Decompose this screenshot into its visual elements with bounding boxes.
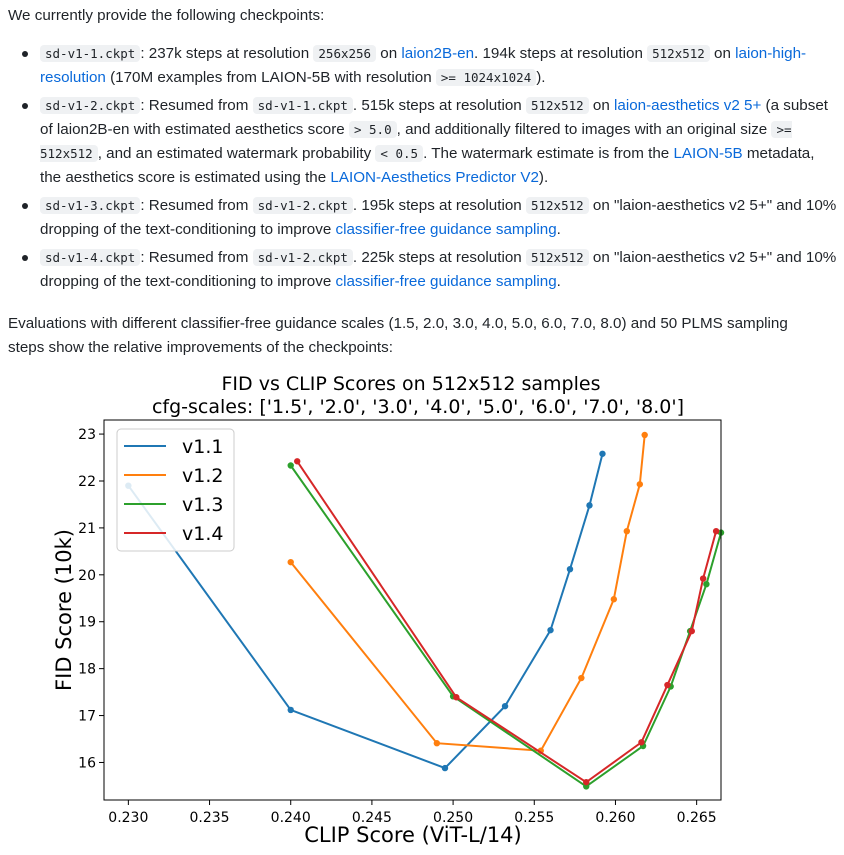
x-tick-label: 0.235 — [189, 810, 230, 826]
checkpoint-name: sd-v1-3.ckpt — [40, 197, 140, 214]
data-point-v1.4 — [583, 779, 589, 785]
inline-code: 512x512 — [526, 197, 589, 214]
text: ). — [536, 69, 546, 86]
data-point-v1.4 — [689, 628, 695, 634]
text: : Resumed from — [140, 249, 253, 266]
y-tick-label: 18 — [78, 661, 96, 678]
text: , and an estimated watermark probability — [97, 145, 376, 162]
checkpoint-list — [8, 42, 838, 298]
list-item — [8, 194, 838, 242]
data-point-v1.1 — [567, 566, 573, 572]
checkpoint-name: sd-v1-2.ckpt — [40, 97, 140, 114]
inline-code: >= 1024x1024 — [436, 69, 536, 86]
data-point-v1.3 — [703, 581, 709, 587]
y-tick-label: 23 — [78, 427, 96, 444]
text: (170M examples from LAION-5B with resolution — [105, 69, 436, 86]
text: on — [376, 45, 402, 62]
data-point-v1.3 — [288, 462, 294, 468]
y-tick-label: 19 — [78, 614, 96, 631]
link-aesthetics-predictor[interactable]: LAION-Aesthetics Predictor V2 — [330, 169, 539, 186]
bullet-icon — [22, 103, 28, 109]
data-point-v1.4 — [713, 528, 719, 534]
data-point-v1.1 — [288, 707, 294, 713]
bullet-icon — [22, 255, 28, 261]
list-item — [8, 94, 838, 190]
y-tick-label: 21 — [78, 520, 96, 537]
y-axis-label: FID Score (10k) — [52, 529, 76, 691]
inline-code: 512x512 — [526, 97, 589, 114]
text: . The watermark estimate is from the — [423, 145, 674, 162]
text: . 195k steps at resolution — [352, 197, 526, 214]
data-point-v1.4 — [700, 575, 706, 581]
chart-subtitle: cfg-scales: ['1.5', '2.0', '3.0', '4.0', '5.0', '6.0', '7.0', '8.0'] — [151, 396, 685, 418]
text: ). — [538, 169, 549, 186]
bullet-icon — [22, 51, 28, 57]
text: : Resumed from — [140, 197, 253, 214]
text: on — [588, 97, 614, 114]
x-tick-label: 0.255 — [514, 810, 555, 826]
link-laion-aesthetics[interactable]: laion-aesthetics v2 5+ — [614, 97, 762, 114]
intro-text: We currently provide the following checkpoints: — [8, 7, 325, 24]
text: . — [556, 221, 561, 238]
data-point-v1.2 — [611, 596, 617, 602]
inline-code: < 0.5 — [375, 145, 423, 162]
inline-code: sd-v1-2.ckpt — [253, 197, 353, 214]
list-item — [8, 42, 838, 90]
data-point-v1.2 — [434, 740, 440, 746]
link-laion-high-resolution[interactable]: laion-high-resolution — [40, 45, 807, 86]
x-tick-label: 0.240 — [270, 810, 311, 826]
legend — [117, 429, 234, 551]
legend-label-v1.3: v1.3 — [182, 494, 224, 516]
data-point-v1.2 — [578, 675, 584, 681]
data-point-v1.2 — [641, 432, 647, 438]
data-point-v1.1 — [586, 502, 592, 508]
data-point-v1.2 — [624, 528, 630, 534]
inline-code: >= 512x512 — [40, 122, 792, 161]
link-classifier-free-guidance[interactable]: classifier-free guidance sampling — [335, 221, 557, 238]
data-point-v1.1 — [502, 703, 508, 709]
y-tick-label: 22 — [78, 473, 96, 490]
data-point-v1.4 — [294, 458, 300, 464]
y-tick-label: 20 — [78, 567, 96, 584]
text: on — [709, 45, 736, 62]
inline-code: > 5.0 — [349, 121, 397, 138]
text: . 515k steps at resolution — [352, 97, 526, 114]
evaluations-text: Evaluations with different classifier-free guidance scales (1.5, 2.0, 3.0, 4.0, 5.0, 6.0, 7.0, 8.0) and 50 PLMS sampling steps show the relative improvements of the checkpoints: — [8, 315, 788, 356]
link-laion-5b[interactable]: LAION-5B — [673, 145, 743, 162]
inline-code: sd-v1-1.ckpt — [253, 97, 353, 114]
x-tick-label: 0.250 — [433, 810, 474, 826]
text: on "laion-aesthetics v2 5+" and 10% dropping of the text-conditioning to improve — [40, 197, 837, 238]
text: . — [556, 273, 561, 290]
link-laion2b-en[interactable]: laion2B-en — [401, 45, 475, 62]
data-point-v1.2 — [288, 559, 294, 565]
text: on "laion-aesthetics v2 5+" and 10% dropping of the text-conditioning to improve — [40, 249, 837, 290]
inline-code: 256x256 — [313, 45, 376, 62]
legend-label-v1.1: v1.1 — [182, 436, 224, 458]
bullet-icon — [22, 203, 28, 209]
data-point-v1.1 — [547, 627, 553, 633]
series-line-v1.3 — [291, 466, 721, 787]
x-tick-label: 0.265 — [676, 810, 717, 826]
list-item — [8, 246, 838, 294]
text: . 194k steps at resolution — [474, 45, 648, 62]
data-point-v1.4 — [453, 694, 459, 700]
chart-title: FID vs CLIP Scores on 512x512 samples — [221, 373, 601, 395]
text: (a subset of laion2B-en with estimated aesthetics score — [40, 97, 829, 138]
checkpoint-name: sd-v1-1.ckpt — [40, 45, 140, 62]
text: , and additionally filtered to images with an original size — [396, 121, 772, 138]
legend-label-v1.4: v1.4 — [182, 523, 224, 545]
y-tick-label: 16 — [78, 755, 96, 772]
text: metadata, the aesthetics score is estimated using the — [40, 145, 815, 186]
series-line-v1.2 — [291, 435, 645, 751]
data-point-v1.1 — [442, 765, 448, 771]
legend-label-v1.2: v1.2 — [182, 465, 224, 487]
text: : Resumed from — [140, 97, 253, 114]
x-tick-label: 0.230 — [108, 810, 149, 826]
data-point-v1.4 — [664, 682, 670, 688]
inline-code: sd-v1-2.ckpt — [253, 249, 353, 266]
fid-clip-chart — [0, 368, 844, 855]
data-point-v1.2 — [637, 481, 643, 487]
y-tick-label: 17 — [78, 708, 96, 725]
data-point-v1.4 — [638, 739, 644, 745]
text: : 237k steps at resolution — [140, 45, 314, 62]
data-point-v1.1 — [599, 451, 605, 457]
x-axis-label: CLIP Score (ViT-L/14) — [304, 823, 522, 847]
series-line-v1.4 — [297, 461, 716, 782]
checkpoint-name: sd-v1-4.ckpt — [40, 249, 140, 266]
text: . 225k steps at resolution — [352, 249, 526, 266]
inline-code: 512x512 — [647, 45, 710, 62]
x-tick-label: 0.260 — [595, 810, 636, 826]
x-tick-label: 0.245 — [351, 810, 392, 826]
link-classifier-free-guidance[interactable]: classifier-free guidance sampling — [335, 273, 557, 290]
inline-code: 512x512 — [526, 249, 589, 266]
